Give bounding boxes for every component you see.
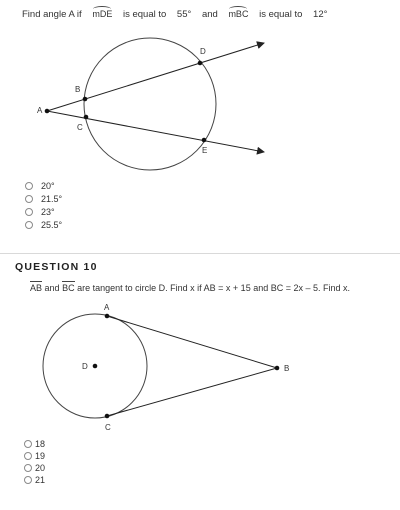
- q9-arc-bc-label: mBC: [228, 9, 249, 19]
- q9-option-3-label: 23°: [41, 207, 55, 217]
- q10-option-1[interactable]: [24, 439, 45, 449]
- q10-point-d: [93, 364, 98, 369]
- q9-option-2-label: 21.5°: [41, 194, 63, 204]
- q9-arc-de-value: 55°: [176, 9, 192, 20]
- q10-option-4-label: 21: [35, 475, 46, 485]
- q10-option-3-radio[interactable]: [24, 464, 32, 472]
- q9-figure: [37, 38, 264, 170]
- q9-option-1-radio[interactable]: [25, 182, 33, 190]
- q9-point-e: [202, 138, 207, 143]
- q10-point-c: [105, 414, 110, 419]
- q10-header: QUESTION 10: [15, 261, 98, 273]
- q9-option-4[interactable]: [25, 220, 62, 230]
- q10-option-2[interactable]: [24, 451, 45, 461]
- q10-option-4[interactable]: [24, 475, 45, 485]
- q10-point-b: [275, 366, 280, 371]
- q9-label-a: A: [37, 106, 43, 115]
- q9-label-b: B: [75, 85, 81, 94]
- q10-point-a: [105, 314, 110, 319]
- q10-figure: [43, 303, 289, 432]
- q9-label-c: C: [77, 123, 83, 132]
- q10-option-3-label: 20: [35, 463, 46, 473]
- q9-prompt-text-2: is equal to: [122, 9, 167, 20]
- q9-point-c: [84, 115, 89, 120]
- q9-option-3-radio[interactable]: [25, 208, 33, 216]
- question-divider: [0, 253, 400, 254]
- q9-option-3[interactable]: [25, 207, 55, 217]
- q9-arc-bc-value: 12°: [313, 9, 328, 20]
- q10-label-c: C: [105, 423, 111, 432]
- q9-option-4-radio[interactable]: [25, 221, 33, 229]
- q10-prompt-and: and: [44, 283, 60, 293]
- q10-option-2-radio[interactable]: [24, 452, 32, 460]
- q10-option-4-radio[interactable]: [24, 476, 32, 484]
- q9-option-4-label: 25.5°: [41, 220, 63, 230]
- q9-prompt-text-4: is equal to: [259, 9, 303, 20]
- q9-option-2[interactable]: [25, 194, 62, 204]
- q9-option-1-label: 20°: [41, 181, 55, 191]
- q9-option-2-radio[interactable]: [25, 195, 33, 203]
- q10-tangent-ab: [107, 316, 277, 368]
- q10-label-d: D: [82, 362, 88, 371]
- q9-label-d: D: [200, 47, 206, 56]
- q10-option-1-label: 18: [35, 439, 46, 449]
- q10-label-a: A: [104, 303, 110, 312]
- q10-tangent-bc: [107, 368, 277, 416]
- q9-point-a: [45, 109, 50, 114]
- q9-prompt-text-1: Find angle A if: [22, 9, 82, 20]
- q9-option-1[interactable]: [25, 181, 55, 191]
- q9-circle: [84, 38, 216, 170]
- q9-prompt-text-3: and: [201, 9, 218, 20]
- q10-prompt: [30, 283, 350, 293]
- q10-option-1-radio[interactable]: [24, 440, 32, 448]
- q10-option-2-label: 19: [35, 451, 46, 461]
- q10-prompt-rest: are tangent to circle D. Find x if AB = x + 15 and BC = 2x – 5. Find x.: [77, 283, 351, 293]
- q9-point-d: [198, 61, 203, 66]
- q9-label-e: E: [202, 146, 208, 155]
- q10-option-3[interactable]: [24, 463, 45, 473]
- q10-segment-bc: BC: [62, 283, 75, 293]
- q9-point-b: [83, 97, 88, 102]
- q9-secant-upper: [47, 43, 264, 111]
- q10-segment-ab: AB: [30, 283, 43, 293]
- q10-label-b: B: [284, 364, 290, 373]
- q9-arc-de-label: mDE: [92, 9, 113, 19]
